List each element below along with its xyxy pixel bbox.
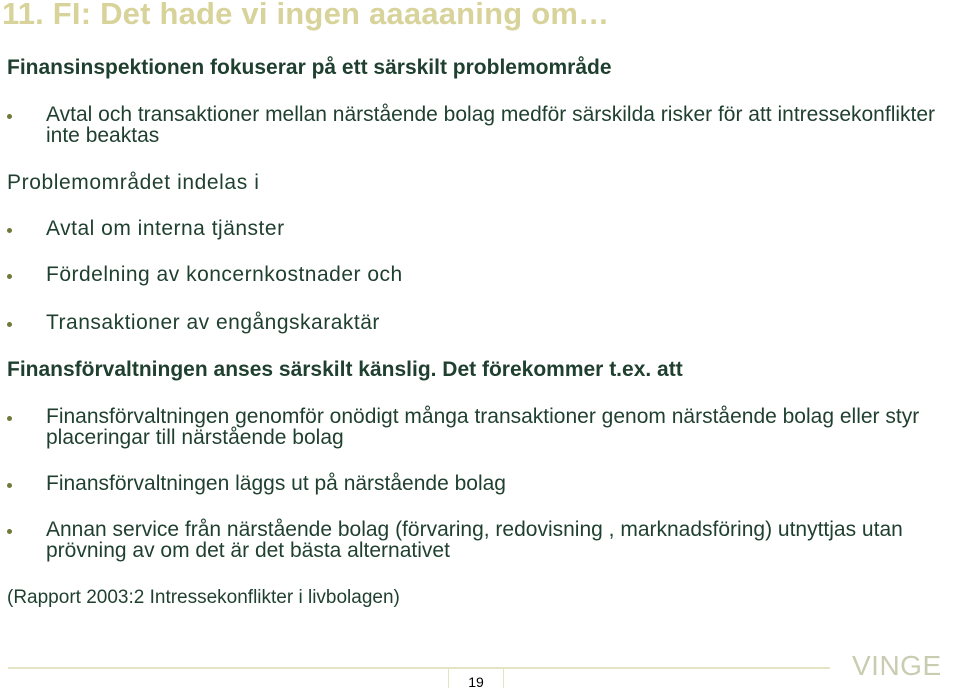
bullet-icon — [7, 483, 12, 488]
bullet-text: Fördelning av koncernkostnader och — [46, 263, 403, 286]
page-number: 19 — [468, 674, 484, 690]
bullet-icon — [7, 114, 12, 119]
sensitive-heading: Finansförvaltningen anses särskilt känslig. Det förekommer t.ex. att — [7, 358, 683, 381]
bullet-text: Finansförvaltningen läggs ut på närstående bolag — [46, 472, 506, 495]
bullet-icon — [7, 416, 12, 421]
bullet-text: Annan service från närstående bolag (förvaring, redovisning , marknadsföring) utnyttjas utan prövning av om det är det bästa alternativet — [46, 518, 903, 562]
problem-heading: Problemområdet indelas i — [7, 171, 260, 194]
focus-heading: Finansinspektionen fokuserar på ett särskilt problemområde — [7, 56, 612, 79]
bullet-icon — [7, 228, 12, 233]
bullet-icon — [7, 274, 12, 279]
footer-divider — [8, 667, 830, 669]
bullet-text: Transaktioner av engångskaraktär — [46, 311, 380, 334]
bullet-icon — [7, 322, 12, 327]
bullet-text: Avtal om interna tjänster — [46, 217, 285, 240]
bullet-text: Finansförvaltningen genomför onödigt många transaktioner genom närstående bolag eller styr placeringar till närstående bolag — [46, 405, 920, 449]
source-citation: (Rapport 2003:2 Intressekonflikter i livbolagen) — [7, 587, 400, 608]
slide-title: 11. FI: Det hade vi ingen aaaaaning om… — [2, 0, 610, 31]
vinge-logo: VINGE — [852, 650, 942, 681]
bullet-text: Avtal och transaktioner mellan närstående bolag medför särskilda risker för att intressekonflikter inte beaktas — [46, 103, 936, 147]
bullet-icon — [7, 529, 12, 534]
